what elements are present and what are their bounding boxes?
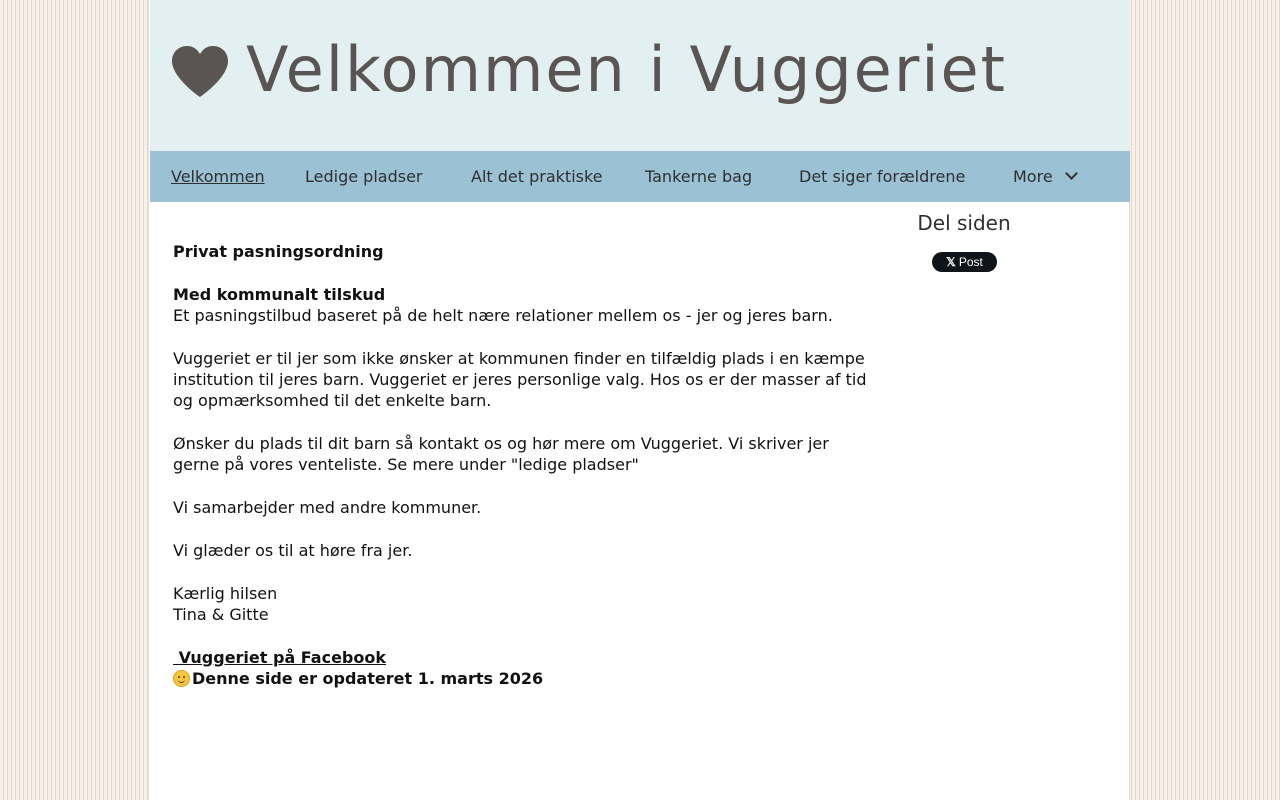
site-title[interactable]: Velkommen i Vuggeriet	[246, 33, 1007, 106]
intro-text: Et pasningstilbud baseret på de helt nære relationer mellem os - jer og jeres barn.	[173, 306, 833, 325]
nav-item-velkommen[interactable]: Velkommen	[171, 167, 265, 186]
nav-item-tankerne-bag[interactable]: Tankerne bag	[645, 167, 753, 186]
paragraph-cooperation: Vi samarbejder med andre kommuner.	[173, 498, 482, 517]
x-logo-icon: 𝕏	[946, 255, 956, 269]
share-title: Del siden	[917, 211, 1011, 235]
heading-private: Privat pasningsordning	[173, 242, 384, 261]
site-header	[150, 0, 1130, 151]
heading-subsidy: Med kommunalt tilskud	[173, 285, 386, 304]
main-content	[173, 241, 873, 689]
paragraph-contact: Ønsker du plads til dit barn så kontakt os og hør mere om Vuggeriet. Vi skriver jer gerne på vores venteliste. Se mere under "ledige pladser"	[173, 434, 829, 474]
smiley-icon	[173, 670, 190, 687]
facebook-link-label: Vuggeriet på Facebook	[178, 648, 387, 667]
facebook-link[interactable]	[173, 648, 386, 667]
heart-icon	[170, 45, 230, 99]
x-post-button[interactable]	[932, 252, 997, 272]
paragraph-about: Vuggeriet er til jer som ikke ønsker at kommunen finder en tilfældig plads i en kæmpe institution til jeres barn. Vuggeriet er jeres personlige valg. Hos os er der masser af tid og opmærksomhed til det enkelte barn.	[173, 349, 867, 410]
nav-item-ledige-pladser[interactable]: Ledige pladser	[305, 167, 423, 186]
nav-more-label: More	[1013, 167, 1053, 186]
updated-text: Denne side er opdateret 1. marts 2026	[192, 669, 544, 688]
chevron-down-icon	[1065, 167, 1078, 180]
signature-text: Tina & Gitte	[173, 605, 269, 624]
greeting-text: Kærlig hilsen	[173, 584, 278, 603]
x-post-label: Post	[958, 255, 983, 269]
page-container	[148, 0, 1130, 800]
paragraph-looking-forward: Vi glæder os til at høre fra jer.	[173, 541, 413, 560]
main-navigation	[150, 151, 1130, 202]
nav-item-det-siger-foraeldrene[interactable]: Det siger forældrene	[799, 167, 966, 186]
nav-item-more[interactable]	[1013, 151, 1076, 202]
nav-item-alt-det-praktiske[interactable]: Alt det praktiske	[471, 167, 603, 186]
